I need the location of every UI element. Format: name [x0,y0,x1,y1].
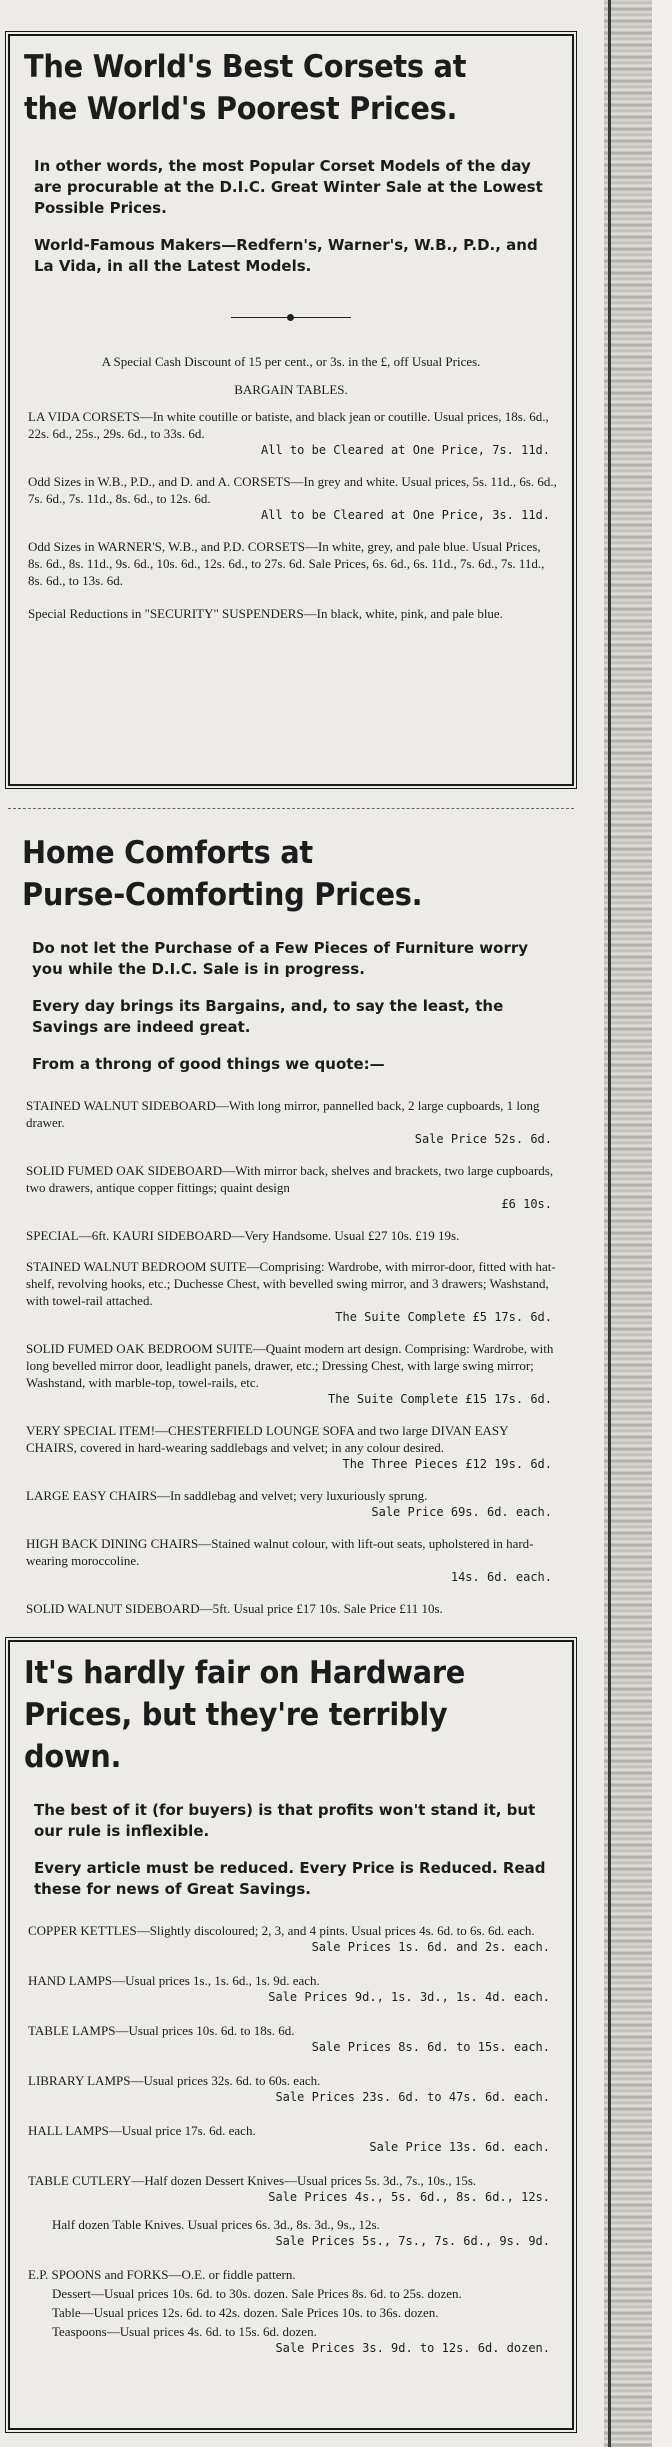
corsets-item [28,605,558,622]
item-text: COPPER KETTLES—Slightly discoloured; 2, 3, and 4 pints. Usual prices 4s. 6d. to 6s. 6d. each. [28,1923,535,1938]
item-price: Sale Price 13s. 6d. each. [369,2140,550,2154]
item-text: LIBRARY LAMPS—Usual prices 32s. 6d. to 60s. each. [28,2073,321,2088]
item-text: Teaspoons—Usual prices 4s. 6d. to 15s. 6d. dozen. [52,2324,317,2339]
furniture-item [26,1600,560,1617]
hardware-item [28,1922,558,1956]
furniture-lead-1: Do not let the Purchase of a Few Pieces of Furniture worry you while the D.I.C. Sale is in progress. [32,939,529,978]
hardware-lead-2: Every article must be reduced. Every Price is Reduced. Read these for news of Great Savings. [34,1859,546,1898]
furniture-item [26,1097,560,1148]
ornamental-divider [231,317,351,318]
item-price: All to be Cleared at One Price, 7s. 11d. [261,443,550,457]
item-price: The Suite Complete £15 17s. 6d. [328,1392,552,1406]
item-text: Half dozen Table Knives. Usual prices 6s. 3d., 8s. 3d., 9s., 12s. [52,2217,380,2232]
item-text: Dessert—Usual prices 10s. 6d. to 30s. dozen. Sale Prices 8s. 6d. to 25s. dozen. [52,2286,462,2301]
furniture-item [26,1487,560,1521]
item-text: SPECIAL—6ft. KAURI SIDEBOARD—Very Handsome. Usual £27 10s. £19 19s. [26,1228,460,1243]
item-price: Sale Price 69s. 6d. each. [371,1505,552,1519]
item-text: SOLID FUMED OAK BEDROOM SUITE—Quaint modern art design. Comprising: Wardrobe, with long bevelled mirror door, leadlight panels, drawer, etc.; Dressing Chest, with large swing mirror; Washstand, with marble-top, towel-rails, etc. [26,1341,554,1390]
hardware-lead-1: The best of it (for buyers) is that profits won't stand it, but our rule is inflexible. [34,1801,536,1840]
furniture-title [22,832,522,916]
item-text: STAINED WALNUT SIDEBOARD—With long mirror, pannelled back, 2 large cupboards, 1 long drawer. [26,1098,540,1130]
furniture-lead-3: From a throng of good things we quote:— [32,1055,385,1073]
section-separator [8,808,574,809]
item-price: 14s. 6d. each. [450,1570,552,1584]
item-price: £6 10s. [501,1197,552,1211]
hardware-title-line-1: It's hardly fair on Hardware [24,1655,466,1691]
hardware-item [52,2216,558,2250]
furniture-lead-2: Every day brings its Bargains, and, to say the least, the Savings are indeed great. [32,997,504,1036]
hardware-ad [8,1640,574,2430]
hardware-title-line-2: Prices, but they're terribly down. [24,1697,448,1775]
item-text: E.P. SPOONS and FORKS—O.E. or fiddle pattern. [28,2267,296,2282]
item-price: All to be Cleared at One Price, 3s. 11d. [261,508,550,522]
furniture-item [26,1162,560,1213]
item-price: Sale Prices 23s. 6d. to 47s. 6d. each. [275,2090,550,2104]
furniture-item [26,1227,560,1244]
hardware-item [28,2022,558,2056]
corsets-title [24,46,521,130]
hardware-item [28,2122,558,2156]
item-text: TABLE LAMPS—Usual prices 10s. 6d. to 18s. 6d. [28,2023,295,2038]
hardware-item [28,2172,558,2206]
item-text: Odd Sizes in WARNER'S, W.B., and P.D. CORSETS—In white, grey, and pale blue. Usual Prices, 8s. 6d., 8s. 11d., 9s. 6d., 10s. 6d., 12s. 6d., to 27s. 6d. Sale Prices, 6s. 6d., 6s. 11d., 7s. 6d., 7s. 11d., 8s. 6d., to 13s. 6d. [28,539,545,588]
item-text: Odd Sizes in W.B., P.D., and D. and A. CORSETS—In grey and white. Usual prices, 5s. 11d., 6s. 6d., 7s. 6d., 7s. 11d., 8s. 6d., to 12s. 6d. [28,474,557,506]
corsets-discount: A Special Cash Discount of 15 per cent., or 3s. in the £, off Usual Prices. [101,354,481,369]
item-text: LA VIDA CORSETS—In white coutille or batiste, and black jean or coutille. Usual prices, 18s. 6d., 22s. 6d., 25s., 29s. 6d., to 33s. 6d. [28,409,549,441]
item-price: The Three Pieces £12 19s. 6d. [342,1457,552,1471]
item-price: Sale Price 52s. 6d. [414,1132,552,1146]
item-text: STAINED WALNUT BEDROOM SUITE—Comprising: Wardrobe, with mirror-door, fitted with hat-shelf, revolving hooks, etc.; Duchesse Chest, with bevelled swing mirror, and 3 drawers; Washstand, with towel-rail attached. [26,1259,556,1308]
corsets-title-line-2: the World's Poorest Prices. [24,91,458,127]
furniture-ad [8,822,574,1627]
bargain-heading: BARGAIN TABLES. [234,382,348,397]
item-text: SOLID WALNUT SIDEBOARD—5ft. Usual price £17 10s. Sale Price £11 10s. [26,1601,443,1616]
furniture-title-line-2: Purse-Comforting Prices. [22,877,423,913]
item-price: Sale Prices 8s. 6d. to 15s. each. [311,2040,550,2054]
corsets-item [28,473,558,524]
furniture-item [26,1258,560,1326]
item-price: Sale Prices 4s., 5s. 6d., 8s. 6d., 12s. [268,2190,550,2204]
corsets-ad [8,34,574,786]
item-text: SOLID FUMED OAK SIDEBOARD—With mirror back, shelves and brackets, two large cupboards, two drawers, antique copper fittings; quaint design [26,1163,554,1195]
item-text: Table—Usual prices 12s. 6d. to 42s. dozen. Sale Prices 10s. to 36s. dozen. [52,2305,439,2320]
furniture-title-line-1: Home Comforts at [22,835,313,871]
hardware-item [28,1972,558,2006]
item-text: VERY SPECIAL ITEM!—CHESTERFIELD LOUNGE SOFA and two large DIVAN EASY CHAIRS, covered in hard-wearing saddlebags and velvet; in any colour desired. [26,1423,509,1455]
item-text: LARGE EASY CHAIRS—In saddlebag and velvet; very luxuriously sprung. [26,1488,428,1503]
corsets-title-line-1: The World's Best Corsets at [24,49,467,85]
hardware-title [24,1652,521,1778]
adjacent-column-edge [604,0,672,2447]
corsets-item [28,538,558,589]
item-text: HAND LAMPS—Usual prices 1s., 1s. 6d., 1s. 9d. each. [28,1973,320,1988]
item-price: Sale Prices 1s. 6d. and 2s. each. [311,1940,550,1954]
furniture-item [26,1535,560,1586]
item-text: Special Reductions in "SECURITY" SUSPENDERS—In black, white, pink, and pale blue. [28,606,503,621]
item-text: HIGH BACK DINING CHAIRS—Stained walnut colour, with lift-out seats, upholstered in hard-wearing moroccoline. [26,1536,534,1568]
hardware-item [52,2304,558,2321]
hardware-item [52,2323,558,2357]
hardware-item [28,2072,558,2106]
item-price: The Suite Complete £5 17s. 6d. [335,1310,552,1324]
item-price: Sale Prices 9d., 1s. 3d., 1s. 4d. each. [268,1990,550,2004]
furniture-item [26,1340,560,1408]
corsets-item [28,408,558,459]
item-text: TABLE CUTLERY—Half dozen Dessert Knives—Usual prices 5s. 3d., 7s., 10s., 15s. [28,2173,477,2188]
corsets-lead-2: World-Famous Makers—Redfern's, Warner's, W.B., P.D., and La Vida, in all the Latest Models. [34,236,538,275]
hardware-item [28,2266,558,2283]
hardware-item [52,2285,558,2302]
item-price: Sale Prices 5s., 7s., 7s. 6d., 9s. 9d. [275,2234,550,2248]
furniture-item [26,1422,560,1473]
item-text: HALL LAMPS—Usual price 17s. 6d. each. [28,2123,256,2138]
corsets-lead-1: In other words, the most Popular Corset Models of the day are procurable at the D.I.C. Great Winter Sale at the Lowest Possible Prices. [34,157,543,217]
item-price: Sale Prices 3s. 9d. to 12s. 6d. dozen. [275,2341,550,2355]
